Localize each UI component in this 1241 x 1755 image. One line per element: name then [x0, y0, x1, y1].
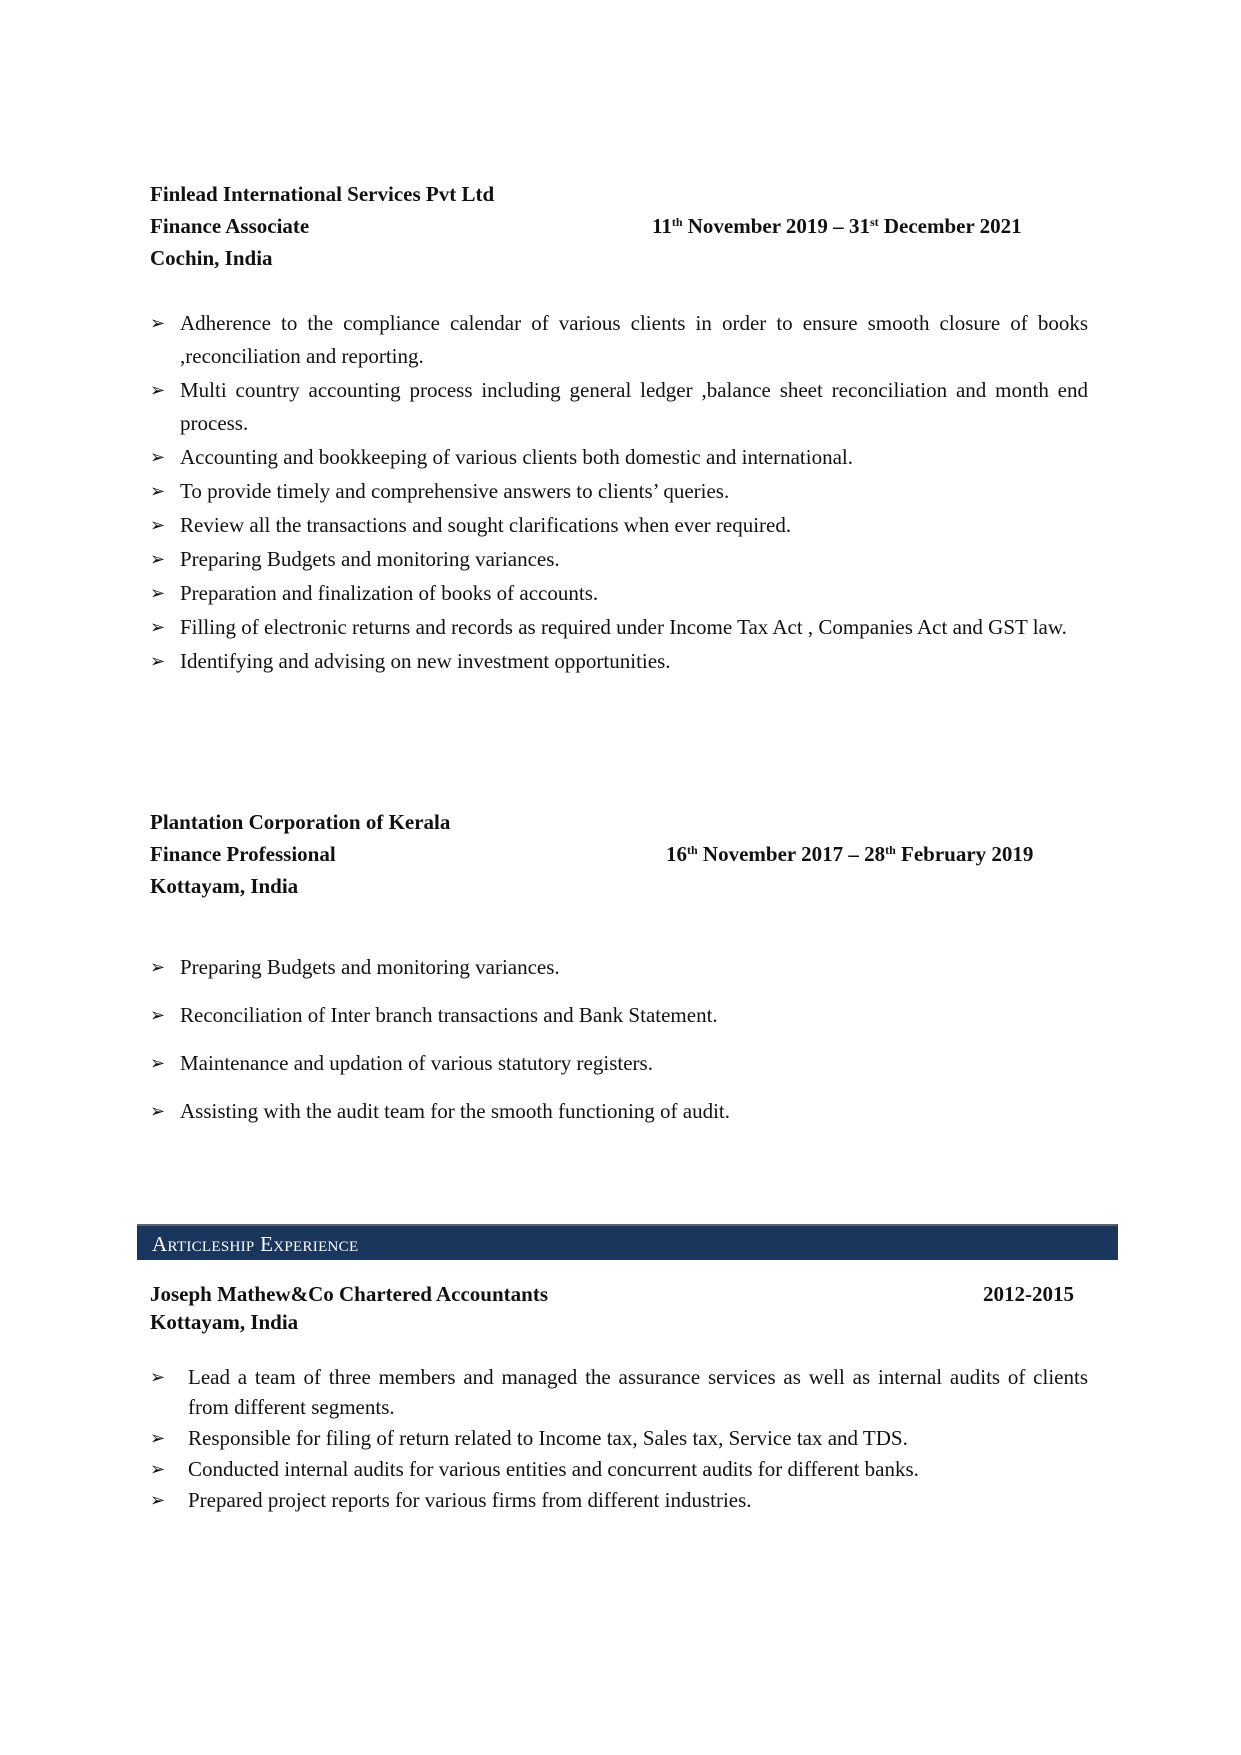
arrow-bullet-icon: ➢	[150, 1459, 166, 1479]
list-item	[150, 1485, 1088, 1515]
arrow-bullet-icon: ➢	[150, 549, 166, 569]
arrow-bullet-icon: ➢	[150, 1053, 166, 1073]
job2-start-rest: November 2017 –	[697, 842, 865, 866]
bullet-text: Adherence to the compliance calendar of various clients in order to ensure smooth closure of books ,reconciliation and reporting.	[180, 311, 1088, 368]
arrow-bullet-icon: ➢	[150, 380, 166, 400]
arrow-bullet-icon: ➢	[150, 481, 166, 501]
list-item	[150, 1362, 1088, 1422]
list-item	[150, 307, 1088, 373]
job2-title: Finance Professional	[150, 842, 336, 866]
list-item	[150, 374, 1088, 440]
list-item	[150, 441, 1088, 474]
arrow-bullet-icon: ➢	[150, 1428, 166, 1448]
job2-start-day: 16	[666, 842, 687, 866]
bullet-text: Reconciliation of Inter branch transactions and Bank Statement.	[180, 1003, 718, 1027]
job1-bullet-list	[150, 307, 1088, 679]
articleship-company: Joseph Mathew&Co Chartered Accountants	[150, 1282, 549, 1306]
list-item	[150, 645, 1088, 678]
bullet-text: Conducted internal audits for various entities and concurrent audits for different banks.	[188, 1457, 919, 1481]
list-item	[150, 1095, 1088, 1127]
job1-location: Cochin, India	[150, 246, 273, 270]
bullet-text: Responsible for filing of return related to Income tax, Sales tax, Service tax and TDS.	[188, 1426, 908, 1450]
arrow-bullet-icon: ➢	[150, 1101, 166, 1121]
bullet-text: Preparation and finalization of books of accounts.	[180, 581, 599, 605]
job1-end-sup: st	[869, 215, 879, 229]
arrow-bullet-icon: ➢	[150, 617, 166, 637]
arrow-bullet-icon: ➢	[150, 1490, 166, 1510]
bullet-text: Multi country accounting process including general ledger ,balance sheet reconciliation and month end process.	[180, 378, 1088, 435]
job2-company: Plantation Corporation of Kerala	[150, 810, 451, 834]
bullet-text: Preparing Budgets and monitoring variances.	[180, 955, 560, 979]
job1-end-day: 31	[848, 214, 870, 238]
arrow-bullet-icon: ➢	[150, 957, 166, 977]
job2-dates	[666, 842, 1033, 867]
list-item	[150, 1047, 1088, 1079]
arrow-bullet-icon: ➢	[150, 651, 166, 671]
list-item	[150, 951, 1088, 983]
job2-end-rest: February 2019	[895, 842, 1034, 866]
bullet-text: Review all the transactions and sought clarifications when ever required.	[180, 513, 792, 537]
arrow-bullet-icon: ➢	[150, 313, 166, 333]
section-title: Articleship Experience	[152, 1232, 359, 1256]
bullet-text: Accounting and bookkeeping of various clients both domestic and international.	[180, 445, 854, 469]
arrow-bullet-icon: ➢	[150, 1005, 166, 1025]
list-item	[150, 475, 1088, 508]
job2-bullet-list	[150, 951, 1088, 1143]
bullet-text: Assisting with the audit team for the smooth functioning of audit.	[180, 1099, 731, 1123]
arrow-bullet-icon: ➢	[150, 515, 166, 535]
job1-start-sup: th	[671, 215, 683, 229]
articleship-section-header	[137, 1224, 1118, 1260]
bullet-text: To provide timely and comprehensive answers to clients’ queries.	[180, 479, 730, 503]
arrow-bullet-icon: ➢	[150, 1367, 166, 1387]
job1-start-rest: November 2019 –	[682, 214, 849, 238]
bullet-text: Filling of electronic returns and records as required under Income Tax Act , Companies Act and GST law.	[180, 615, 1067, 639]
job2-end-day: 28	[864, 842, 886, 866]
job1-company: Finlead International Services Pvt Ltd	[150, 182, 495, 206]
list-item	[150, 543, 1088, 576]
bullet-text: Maintenance and updation of various statutory registers.	[180, 1051, 653, 1075]
list-item	[150, 577, 1088, 610]
bullet-text: Lead a team of three members and managed the assurance services as well as internal audits of clients from different segments.	[188, 1365, 1088, 1419]
list-item	[150, 611, 1088, 644]
job1-start-day: 11	[652, 214, 672, 238]
list-item	[150, 999, 1088, 1031]
job1-title: Finance Associate	[150, 214, 310, 238]
job2-start-sup: th	[687, 843, 698, 857]
bullet-text: Prepared project reports for various firms from different industries.	[188, 1488, 752, 1512]
job2-location: Kottayam, India	[150, 874, 299, 898]
arrow-bullet-icon: ➢	[150, 447, 166, 467]
job2-end-sup: th	[885, 843, 896, 857]
articleship-location: Kottayam, India	[150, 1310, 299, 1334]
arrow-bullet-icon: ➢	[150, 583, 166, 603]
job1-end-rest: December 2021	[878, 214, 1022, 238]
list-item	[150, 1423, 1088, 1453]
job1-dates	[652, 214, 1022, 239]
list-item	[150, 1454, 1088, 1484]
articleship-period: 2012-2015	[983, 1282, 1074, 1306]
articleship-bullet-list	[150, 1362, 1088, 1516]
bullet-text: Identifying and advising on new investment opportunities.	[180, 649, 671, 673]
list-item	[150, 509, 1088, 542]
bullet-text: Preparing Budgets and monitoring variances.	[180, 547, 560, 571]
